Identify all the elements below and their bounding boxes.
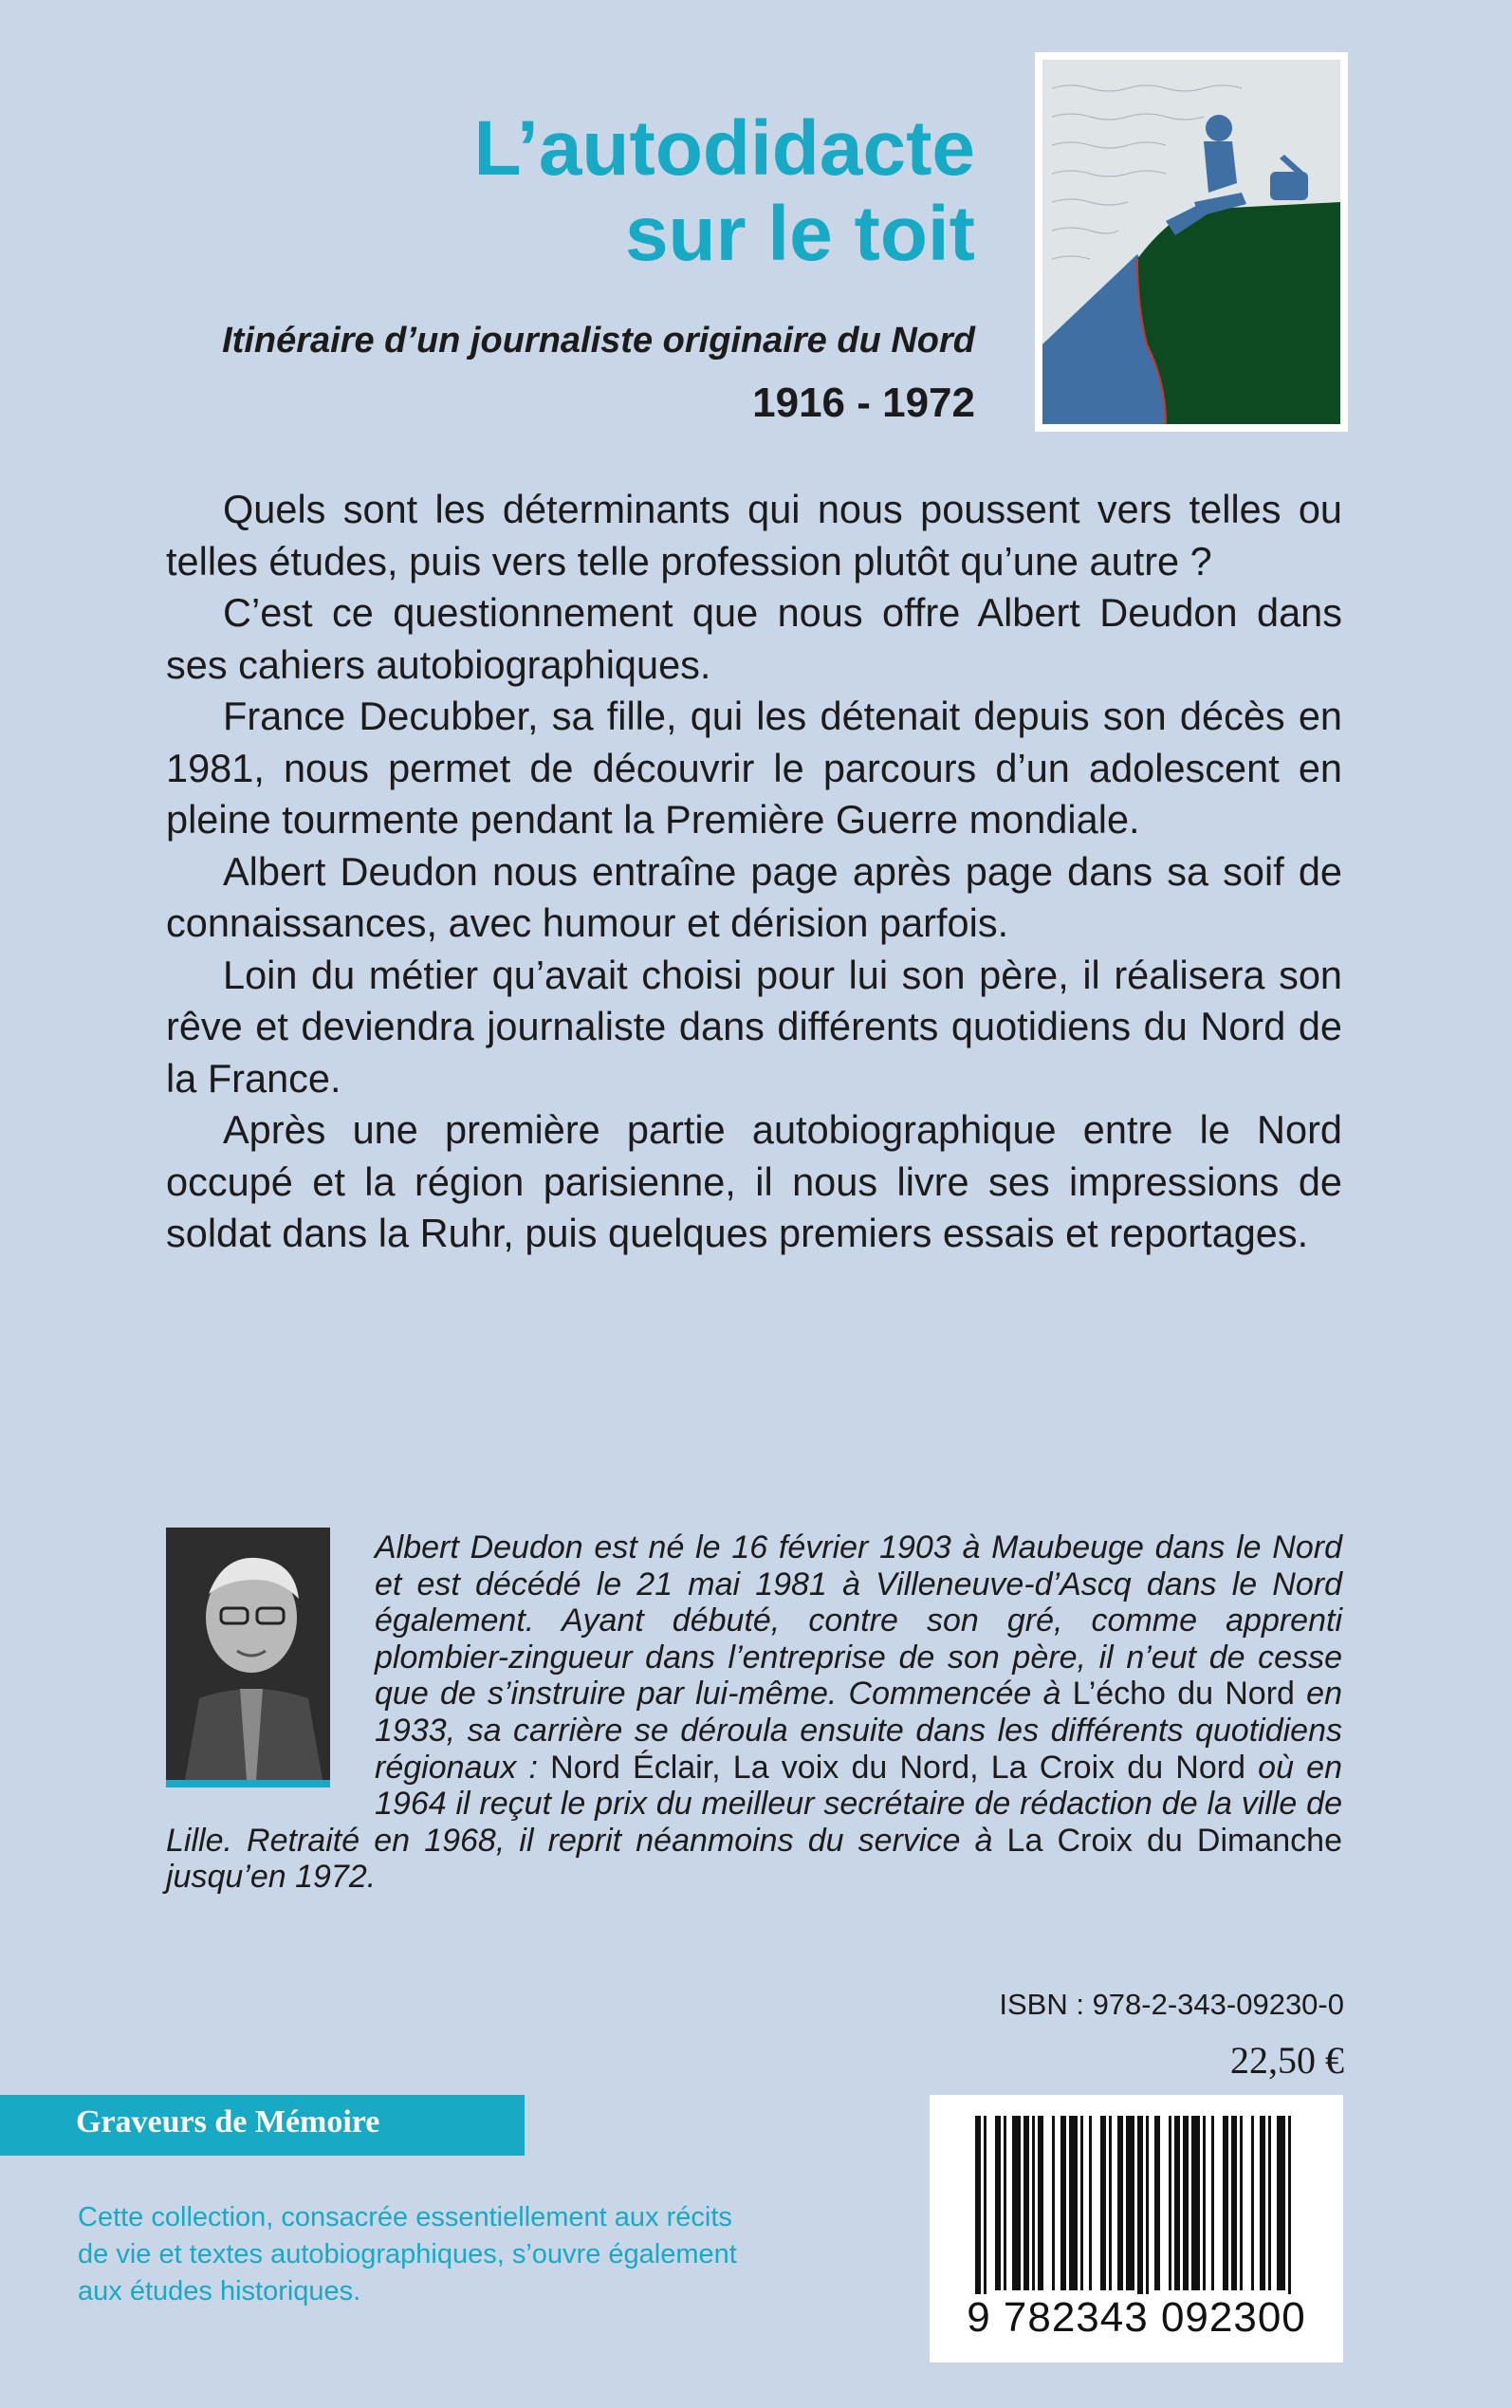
barcode-bar <box>1231 2116 1237 2290</box>
cover-thumbnail <box>1035 52 1348 432</box>
author-bio <box>166 1529 1342 1896</box>
barcode-bar <box>1277 2116 1285 2290</box>
bio-text: en 1933, sa carrière se déroula ensuite dans les différents quotidiens régionaux : <box>375 1676 1342 1786</box>
barcode-bar <box>1154 2116 1160 2290</box>
barcode-bar <box>1191 2116 1200 2290</box>
barcode-bar <box>1032 2116 1035 2290</box>
barcode <box>930 2095 1343 2362</box>
barcode-bar <box>1268 2116 1271 2290</box>
barcode-bar <box>1137 2116 1143 2294</box>
description <box>166 484 1342 1260</box>
isbn: ISBN : 978-2-343-09230-0 <box>999 1988 1344 2021</box>
barcode-bar <box>995 2116 1001 2290</box>
barcode-bar <box>1203 2116 1206 2290</box>
description-paragraph: Après une première partie autobiographique entre le Nord occupé et la région parisienne, il nous livre ses impressions de soldat dans la Ruhr, puis quelques premiers essais et reportages. <box>166 1107 1342 1255</box>
collection-desc-line: Cette collection, consacrée essentiellement aux récits <box>78 2202 732 2232</box>
title-line-1: L’autodidacte <box>473 105 975 192</box>
collection-name: Graveurs de Mémoire <box>76 2104 380 2139</box>
years: 1916 - 1972 <box>752 380 975 426</box>
barcode-bar <box>1038 2116 1043 2290</box>
barcode-bar <box>1146 2116 1149 2294</box>
newspaper-names: Nord Éclair, La voix du Nord, La Croix du Nord <box>550 1749 1245 1786</box>
subtitle: Itinéraire d’un journaliste originaire du Nord <box>222 321 975 361</box>
bio-text: Albert Deudon est né le 16 février 1903 à Maubeuge dans le Nord et est décédé le 21 mai 1981 à Villeneuve-d’Ascq dans le Nord également. Ayant débuté, contre son gré, comme apprenti plombier-zingueur dans l’entreprise de son père, il n’eut de cesse que de s’instruire par lui-même. Commencée à <box>375 1529 1342 1713</box>
bio-text: jusqu’en 1972. <box>166 1859 377 1896</box>
barcode-bar <box>1183 2116 1189 2290</box>
barcode-bar <box>1100 2116 1106 2290</box>
newspaper-name: La Croix du Dimanche <box>1006 1822 1342 1859</box>
barcode-bar <box>984 2116 986 2294</box>
barcode-bar <box>1288 2116 1291 2294</box>
barcode-bar <box>975 2116 981 2294</box>
barcode-bar <box>1012 2116 1021 2290</box>
barcode-bar <box>1060 2116 1066 2290</box>
barcode-bar <box>1126 2116 1134 2290</box>
cover-illustration <box>1042 60 1340 424</box>
description-paragraph: C’est ce questionnement que nous offre Albert Deudon dans ses cahiers autobiographiques. <box>166 590 1342 687</box>
barcode-bar <box>1052 2116 1055 2290</box>
barcode-bar <box>1117 2116 1123 2290</box>
barcode-bar <box>1260 2116 1265 2290</box>
barcode-bar <box>1023 2116 1029 2290</box>
barcode-bar <box>1174 2116 1180 2290</box>
barcode-digits: 9 782343 092300 <box>967 2294 1306 2341</box>
barcode-bar <box>1109 2116 1112 2290</box>
newspaper-name: L’écho du Nord <box>1072 1676 1295 1713</box>
barcode-bar <box>1223 2116 1228 2290</box>
description-paragraph: Albert Deudon nous entraîne page après page dans sa soif de connaissances, avec humour et dérision parfois. <box>166 848 1342 945</box>
barcode-bar <box>1069 2116 1078 2290</box>
description-paragraph: Quels sont les déterminants qui nous poussent vers telles ou telles études, puis vers telle profession plutôt qu’une autre ? <box>166 487 1342 583</box>
barcode-bar <box>1240 2116 1243 2290</box>
collection-desc-line: de vie et textes autobiographiques, s’ouvre également <box>78 2239 737 2269</box>
description-paragraph: France Decubber, sa fille, qui les détenait depuis son décès en 1981, nous permet de découvrir le parcours d’un adolescent en pleine tourmente pendant la Première Guerre mondiale. <box>166 694 1342 842</box>
barcode-bar <box>1004 2116 1006 2290</box>
barcode-bar <box>1080 2116 1083 2290</box>
collection-desc-line: aux études historiques. <box>78 2276 361 2306</box>
book-title <box>311 106 975 277</box>
barcode-bar <box>1089 2116 1092 2290</box>
price: 22,50 € <box>1230 2039 1344 2082</box>
description-paragraph: Loin du métier qu’avait choisi pour lui son père, il réalisera son rêve et deviendra journaliste dans différents quotidiens du Nord de la France. <box>166 952 1342 1101</box>
barcode-bar <box>1211 2116 1214 2290</box>
title-line-2: sur le toit <box>624 191 975 277</box>
bio-text: où en 1964 il reçut le prix du meilleur secrétaire de rédaction de la ville de Lille. Retraité en 1968, il reprit néanmoins du service à <box>166 1749 1343 1859</box>
barcode-bar <box>1251 2116 1254 2290</box>
barcode-bar <box>1169 2116 1171 2290</box>
collection-description <box>78 2199 799 2310</box>
barcode-bars <box>930 2095 1343 2294</box>
